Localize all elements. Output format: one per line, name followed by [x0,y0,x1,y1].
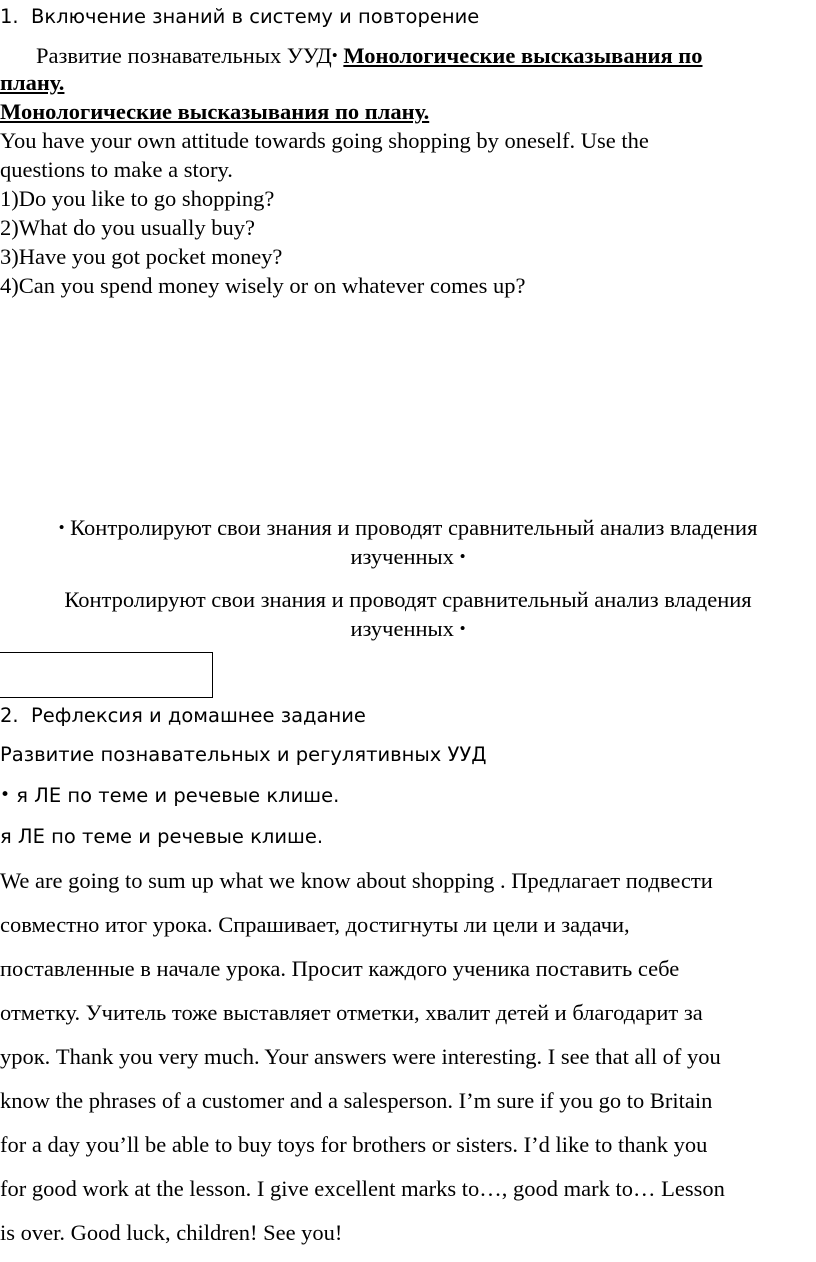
section1-heading [0,4,479,30]
section1-uud-row [36,43,703,71]
control-block1-line1 [0,515,816,543]
section1-number: 1. [0,5,19,28]
paragraph-line: know the phrases of a customer and a salesperson. I’m sure if you go to Britain [0,1088,713,1113]
le-row-bullet [0,783,339,810]
paragraph-line: поставленные в начале урока. Просит каждого ученика поставить себе [0,956,680,981]
bullet-icon: • [459,547,466,566]
section2-uud-label: Развитие познавательных и регулятивных УУД [0,743,487,766]
control-text-end: изученных [350,544,454,569]
monolog-heading-part1: Монологические высказывания по [343,43,703,68]
summary-paragraph [0,866,816,1262]
section2-heading [0,703,366,729]
paragraph-line: отметку. Учитель тоже выставляет отметки, хвалит детей и благодарит за [0,1000,703,1025]
paragraph-line: for a day you’ll be able to buy toys for brothers or sisters. I’d like to thank you [0,1132,708,1157]
monolog-heading-part2: плану. [0,70,65,95]
question-4: 4)Can you spend money wisely or on whatever comes up? [0,273,526,298]
control-block2-line2 [0,616,816,644]
paragraph-line: is over. Good luck, children! See you! [0,1220,343,1245]
paragraph-line: for good work at the lesson. I give excellent marks to…, good mark to… Lesson [0,1176,725,1201]
section1-title: Включение знаний в систему и повторение [31,5,480,28]
control-text: Контролируют свои знания и проводят сравнительный анализ владения [70,515,758,540]
question-3: 3)Have you got pocket money? [0,244,283,269]
control-block2-line1: Контролируют свои знания и проводят сравнительный анализ владения [64,587,752,612]
section2-number: 2. [0,704,19,727]
empty-frame [0,652,213,698]
section1-uud-label: Развитие познавательных УУД [36,43,332,68]
bullet-icon: • [459,619,466,638]
le-row: я ЛЕ по теме и речевые клише. [0,825,324,848]
question-1: 1)Do you like to go shopping? [0,186,275,211]
bullet-icon: • [331,46,338,65]
task-text-line1: You have your own attitude towards going shopping by oneself. Use the [0,128,649,153]
paragraph-line: совместно итог урока. Спрашивает, достигнуты ли цели и задачи, [0,912,630,937]
section2-title: Рефлексия и домашнее задание [31,704,366,727]
paragraph-line: We are going to sum up what we know about shopping . Предлагает подвести [0,868,713,893]
le-text: я ЛЕ по теме и речевые клише. [16,784,340,807]
monolog-heading-repeat: Монологические высказывания по плану. [0,99,430,124]
task-text-line2: questions to make a story. [0,157,233,182]
bullet-icon: • [58,518,65,537]
bullet-icon: • [0,785,11,805]
question-2: 2)What do you usually buy? [0,215,255,240]
paragraph-line: урок. Thank you very much. Your answers were interesting. I see that all of you [0,1044,721,1069]
control-text-end: изученных [350,616,454,641]
control-block1-line2 [0,544,816,572]
